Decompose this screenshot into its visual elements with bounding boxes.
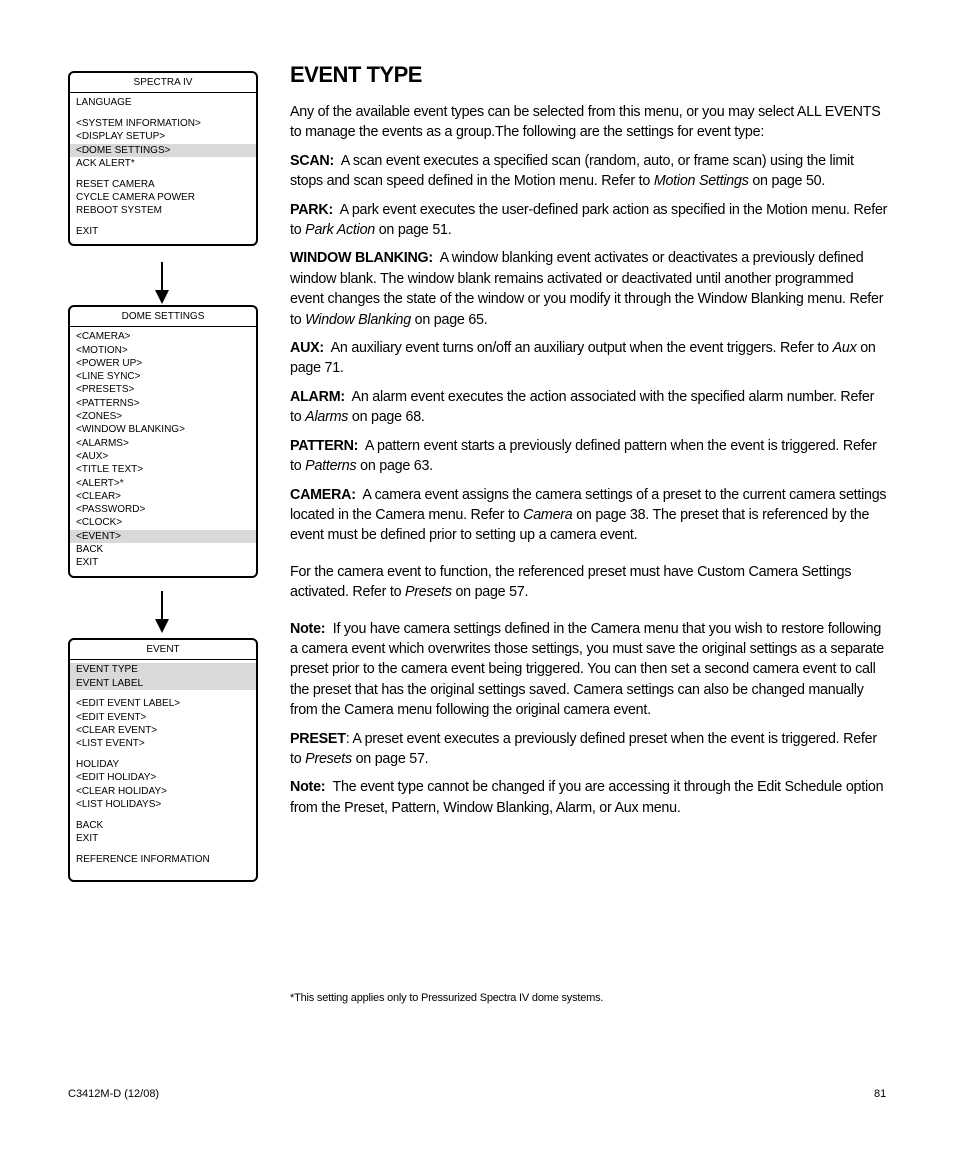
section-label: PATTERN: xyxy=(290,437,359,454)
menu-item: <WINDOW BLANKING> xyxy=(76,424,185,436)
note-camera-settings: Note: If you have camera settings defined in the Camera menu that you wish to restore following a camera event which overwrites those settings, you must save the original settings as a separate preset prior to the camera event being triggered. You can then set a second camera event to call the preset that has the original settings saved. Camera settings can also be changed manually from the Camera menu following the original camera event. xyxy=(290,620,885,719)
page-reference: Window Blanking xyxy=(305,311,411,328)
menu-item: <CAMERA> xyxy=(76,331,131,343)
note-label: Note: xyxy=(290,779,326,796)
down-arrow-icon xyxy=(154,262,170,304)
page-reference: Alarms xyxy=(305,409,349,426)
menu-item: <DISPLAY SETUP> xyxy=(76,131,166,143)
menu-spacer xyxy=(70,170,256,178)
section-preset: PRESET: A preset event executes a previously defined preset when the event is triggered. Refer to Presets on page 57. xyxy=(290,730,877,767)
down-arrow-icon xyxy=(154,591,170,633)
menu-title: EVENT xyxy=(70,640,256,660)
menu-item: <CLEAR> xyxy=(76,490,122,502)
menu-item: <EDIT HOLIDAY> xyxy=(76,772,157,784)
menu-item: CYCLE CAMERA POWER xyxy=(76,192,195,204)
menu-spacer xyxy=(70,110,256,118)
menu-item: <LIST HOLIDAYS> xyxy=(76,798,162,810)
section-label: AUX: xyxy=(290,340,324,357)
main-content xyxy=(290,60,888,826)
camera-note-paragraph: For the camera event to function, the referenced preset must have Custom Camera Settings activated. Refer to Presets on page 57. xyxy=(290,563,852,601)
menu-item: HOLIDAY xyxy=(76,759,120,771)
menu-item: <EVENT> xyxy=(70,530,256,543)
page-reference: Patterns xyxy=(305,458,357,475)
section-window-blanking: WINDOW BLANKING: A window blanking event activates or deactivates a previously defined window blank. The window blank remains activated or deactivated until another programmed event changes the state of the window or you modify it through the Window Blanking menu. Refer to Window Blanking on page 65. xyxy=(290,250,884,328)
menu-item: RESET CAMERA xyxy=(76,178,155,190)
document-id: C3412M-D (12/08) xyxy=(68,1088,160,1100)
menu-item: <CLEAR EVENT> xyxy=(76,724,158,736)
page-reference: Presets xyxy=(405,584,452,601)
menu-item: <PASSWORD> xyxy=(76,504,146,516)
footnote: *This setting applies only to Pressurized Spectra IV dome systems. xyxy=(290,992,604,1004)
page-reference: Aux xyxy=(832,340,857,357)
menu-spacer xyxy=(70,811,256,819)
section-alarm: ALARM: An alarm event executes the action associated with the specified alarm number. Refer to Alarms on page 68. xyxy=(290,388,875,426)
menu-spacer xyxy=(70,751,256,759)
menu-item: <LINE SYNC> xyxy=(76,371,141,383)
menu-item: <AUX> xyxy=(76,450,109,462)
section-label: PRESET xyxy=(290,730,346,747)
section-aux: AUX: An auxiliary event turns on/off an auxiliary output when the event triggers. Refer to Aux on page 71. xyxy=(290,340,876,377)
menu-dome-settings xyxy=(68,305,258,578)
intro-paragraph: Any of the available event types can be selected from this menu, or you may select ALL EVENTS to manage the events as a group.The following are the settings for event type: xyxy=(290,104,881,141)
menu-item: EVENT LABEL xyxy=(70,677,256,690)
menu-spectra-iv xyxy=(68,71,258,246)
menu-item: <ALERT>* xyxy=(76,477,124,489)
section-label: WINDOW BLANKING: xyxy=(290,250,433,267)
menu-item: <SYSTEM INFORMATION> xyxy=(76,118,201,130)
page-reference: Presets xyxy=(305,750,352,767)
page-number: 81 xyxy=(874,1088,887,1100)
menu-item: <PRESETS> xyxy=(76,384,135,396)
menu-item: <LIST EVENT> xyxy=(76,738,145,750)
menu-item: EXIT xyxy=(76,833,99,845)
menu-event xyxy=(68,638,258,882)
menu-item: BACK xyxy=(76,544,104,556)
section-pattern: PATTERN: A pattern event starts a previously defined pattern when the event is triggered. Refer to Patterns on page 63. xyxy=(290,437,877,475)
menu-item: <CLOCK> xyxy=(76,517,123,529)
menu-item: <ALARMS> xyxy=(76,437,129,449)
menu-item: EXIT xyxy=(76,226,99,238)
section-scan: SCAN: A scan event executes a specified scan (random, auto, or frame scan) using the limit stops and scan speed defined in the Motion menu. Refer to Motion Settings on page 50. xyxy=(290,152,854,190)
section-label: CAMERA: xyxy=(290,486,356,503)
menu-items xyxy=(70,327,256,575)
section-label: PARK: xyxy=(290,201,333,218)
note-label: Note: xyxy=(290,620,326,637)
section-label: SCAN: xyxy=(290,152,335,169)
page-reference: Park Action xyxy=(305,222,375,239)
menu-item: EVENT TYPE xyxy=(70,663,256,676)
menu-items xyxy=(70,93,256,244)
menu-item: <DOME SETTINGS> xyxy=(70,144,256,157)
menu-item: REBOOT SYSTEM xyxy=(76,205,162,217)
menu-item: <POWER UP> xyxy=(76,357,143,369)
menu-title: DOME SETTINGS xyxy=(70,307,256,327)
menu-item: <EDIT EVENT> xyxy=(76,711,147,723)
menu-item: <CLEAR HOLIDAY> xyxy=(76,785,167,797)
page-reference: Camera xyxy=(523,506,573,523)
menu-item: <ZONES> xyxy=(76,411,123,423)
menu-spacer xyxy=(70,218,256,226)
menu-spacer xyxy=(70,690,256,698)
menu-item: ACK ALERT* xyxy=(76,157,135,169)
menu-item: <PATTERNS> xyxy=(76,397,140,409)
note-event-type: Note: The event type cannot be changed if you are accessing it through the Edit Schedule option from the Preset, Pattern, Window Blanking, Alarm, or Aux menu. xyxy=(290,779,884,816)
menu-item: <MOTION> xyxy=(76,344,128,356)
section-park: PARK: A park event executes the user-defined park action as specified in the Motion menu. Refer to Park Action on page 51. xyxy=(290,201,888,239)
section-label: ALARM: xyxy=(290,388,345,405)
menu-title: SPECTRA IV xyxy=(70,73,256,93)
menu-item: <TITLE TEXT> xyxy=(76,464,144,476)
page-reference: Motion Settings xyxy=(653,173,749,190)
menu-items xyxy=(70,660,256,880)
menu-item: LANGUAGE xyxy=(76,97,132,109)
section-camera: CAMERA: A camera event assigns the camera settings of a preset to the current camera settings located in the Camera menu. Refer to Camera on page 38. The preset that is referenced by the event must be defined prior to setting up a camera event. xyxy=(290,486,887,544)
menu-item: EXIT xyxy=(76,557,99,569)
menu-item: BACK xyxy=(76,819,104,831)
menu-item: REFERENCE INFORMATION xyxy=(76,853,210,865)
menu-item: <EDIT EVENT LABEL> xyxy=(76,698,181,710)
menu-spacer xyxy=(70,845,256,853)
page-title: EVENT TYPE xyxy=(290,62,422,87)
